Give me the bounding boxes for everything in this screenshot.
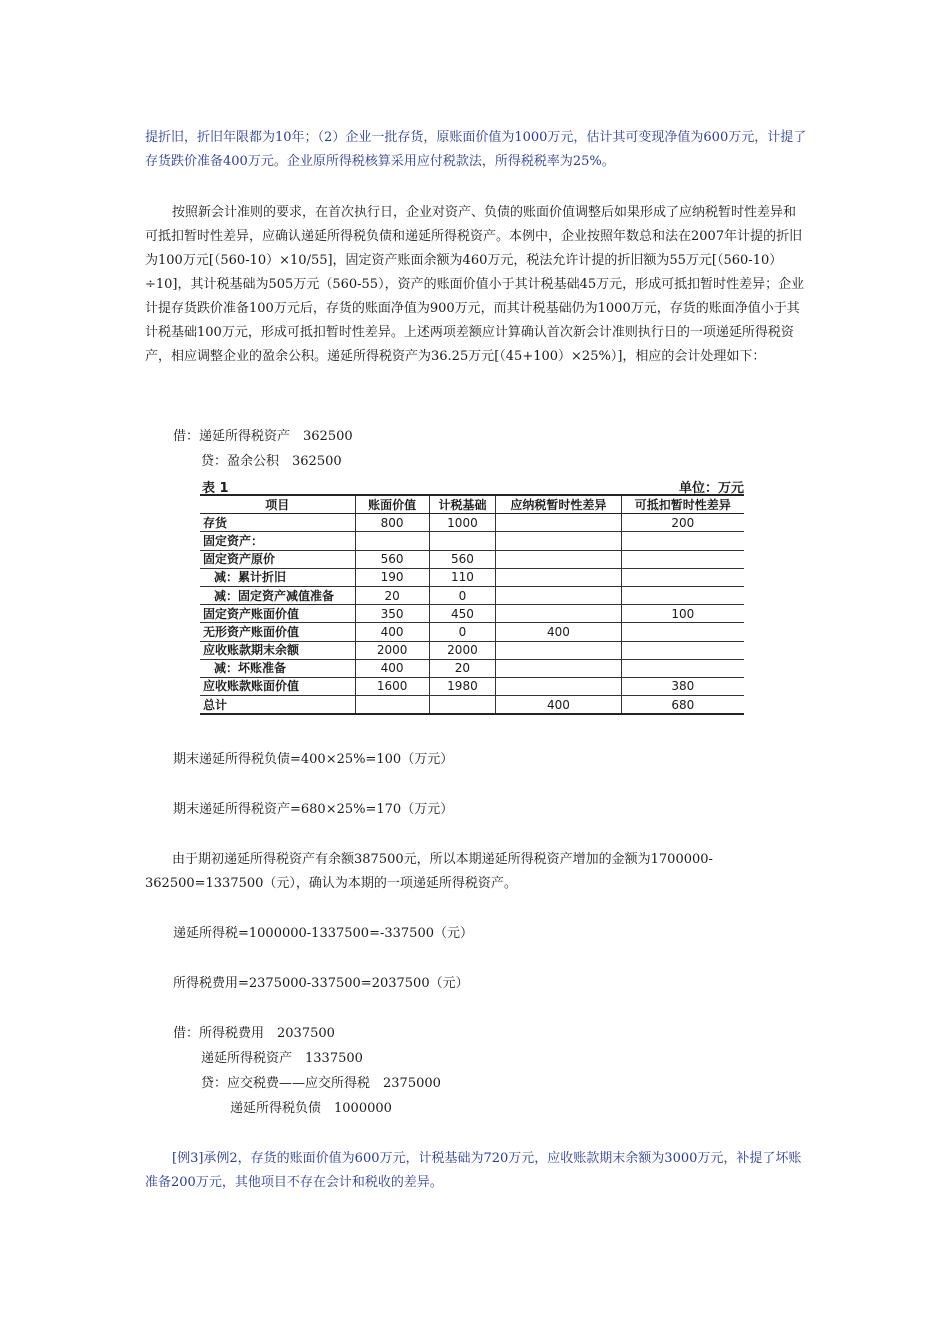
cell-taxable-diff <box>496 641 621 659</box>
calc-deferred-tax: 递延所得税=1000000-1337500=-337500（元） <box>173 926 473 941</box>
row-label: 总计 <box>200 696 355 715</box>
entry1-credit: 贷：盈余公积 362500 <box>201 454 342 469</box>
entry1-debit: 借：递延所得税资产 362500 <box>173 429 353 444</box>
header-book-value: 账面价值 <box>355 495 429 514</box>
table-header-row <box>200 495 744 514</box>
cell-book-value: 800 <box>355 514 429 532</box>
cell-deductible-diff <box>621 623 744 641</box>
row-label: 固定资产账面价值 <box>200 605 355 623</box>
cell-tax-base: 1000 <box>429 514 496 532</box>
entry2-line1: 借：所得税费用 2037500 <box>173 1026 335 1041</box>
table-row-total <box>200 696 744 715</box>
cell-book-value: 400 <box>355 659 429 677</box>
table-row <box>200 532 744 550</box>
cell-book-value: 560 <box>355 550 429 568</box>
cell-deductible-diff: 380 <box>621 677 744 695</box>
cell-tax-base: 1980 <box>429 677 496 695</box>
cell-deductible-diff: 100 <box>621 605 744 623</box>
cell-book-value: 1600 <box>355 677 429 695</box>
table-row <box>200 605 744 623</box>
row-label: 固定资产： <box>200 532 355 550</box>
cell-tax-base: 0 <box>429 623 496 641</box>
header-tax-base: 计税基础 <box>429 495 496 514</box>
table-row <box>200 550 744 568</box>
cell-tax-base <box>429 532 496 550</box>
calc-deferred-asset: 期末递延所得税资产=680×25%=170（万元） <box>173 802 454 817</box>
table-row <box>200 623 744 641</box>
table-figure <box>200 477 746 713</box>
cell-taxable-diff <box>496 568 621 586</box>
row-label: 无形资产账面价值 <box>200 623 355 641</box>
cell-book-value <box>355 696 429 715</box>
deferred-tax-table <box>200 494 744 715</box>
paragraph-opening-balance: 由于期初递延所得税资产有余额387500元，所以本期递延所得税资产增加的金额为1700000-362500=1337500（元），确认为本期的一项递延所得税资产。 <box>145 852 713 891</box>
cell-tax-base: 560 <box>429 550 496 568</box>
cell-deductible-diff: 200 <box>621 514 744 532</box>
cell-deductible-diff <box>621 550 744 568</box>
row-label: 应收账款账面价值 <box>200 677 355 695</box>
row-label: 减：固定资产减值准备 <box>200 586 355 604</box>
entry2-line2: 递延所得税资产 1337500 <box>201 1051 363 1066</box>
header-taxable-diff: 应纳税暂时性差异 <box>496 495 621 514</box>
cell-book-value <box>355 532 429 550</box>
cell-deductible-diff: 680 <box>621 696 744 715</box>
cell-tax-base: 20 <box>429 659 496 677</box>
cell-taxable-diff <box>496 532 621 550</box>
row-label: 应收账款期末余额 <box>200 641 355 659</box>
cell-book-value: 20 <box>355 586 429 604</box>
table-row <box>200 641 744 659</box>
header-item: 项目 <box>200 495 355 514</box>
intro-paragraph: 提折旧，折旧年限都为10年；（2）企业一批存货，原账面价值为1000万元，估计其可变现净值为600万元，计提了存货跌价准备400万元。企业原所得税核算采用应付税款法，所得税税率为25%。 <box>145 130 807 169</box>
table-row <box>200 586 744 604</box>
cell-deductible-diff <box>621 641 744 659</box>
cell-tax-base: 110 <box>429 568 496 586</box>
table-row <box>200 568 744 586</box>
header-deductible-diff: 可抵扣暂时性差异 <box>621 495 744 514</box>
calc-income-tax-expense: 所得税费用=2375000-337500=2037500（元） <box>173 976 469 991</box>
cell-tax-base: 450 <box>429 605 496 623</box>
cell-tax-base: 2000 <box>429 641 496 659</box>
table-row <box>200 514 744 532</box>
cell-taxable-diff <box>496 514 621 532</box>
cell-tax-base <box>429 696 496 715</box>
row-label: 减：坏账准备 <box>200 659 355 677</box>
cell-deductible-diff <box>621 532 744 550</box>
cell-taxable-diff: 400 <box>496 623 621 641</box>
table-row <box>200 659 744 677</box>
example3-paragraph: [例3]承例2，存货的账面价值为600万元，计税基础为720万元，应收账款期末余额为3000万元，补提了坏账准备200万元，其他项目不存在会计和税收的差异。 <box>145 1151 802 1190</box>
row-label: 固定资产原价 <box>200 550 355 568</box>
cell-book-value: 190 <box>355 568 429 586</box>
cell-deductible-diff <box>621 568 744 586</box>
cell-deductible-diff <box>621 586 744 604</box>
row-label: 存货 <box>200 514 355 532</box>
cell-taxable-diff <box>496 659 621 677</box>
cell-taxable-diff <box>496 677 621 695</box>
cell-deductible-diff <box>621 659 744 677</box>
calc-deferred-liability: 期末递延所得税负债=400×25%=100（万元） <box>173 752 454 767</box>
row-label: 减：累计折旧 <box>200 568 355 586</box>
entry2-line3: 贷：应交税费——应交所得税 2375000 <box>201 1076 441 1091</box>
cell-book-value: 350 <box>355 605 429 623</box>
table-row <box>200 677 744 695</box>
cell-book-value: 400 <box>355 623 429 641</box>
table-title: 表 1 <box>202 481 229 496</box>
cell-tax-base: 0 <box>429 586 496 604</box>
entry2-line4: 递延所得税负债 1000000 <box>230 1101 392 1116</box>
cell-taxable-diff <box>496 550 621 568</box>
cell-taxable-diff: 400 <box>496 696 621 715</box>
paragraph-new-standards: 按照新会计准则的要求，在首次执行日，企业对资产、负债的账面价值调整后如果形成了应纳税暂时性差异和可抵扣暂时性差异，应确认递延所得税负债和递延所得税资产。本例中，企业按照年数总和法在2007年计提的折旧为100万元[（560-10）×10/55]，固定资产账面余额为460万元，税法允许计提的折旧额为55万元[（560-10）÷10]，其计税基础为505万元（560-55），资产的账面价值小于其计税基础45万元，形成可抵扣暂时性差异；企业计提存货跌价准备100万元后，存货的账面净值为900万元，而其计税基础仍为1000万元，存货的账面净值小于其计税基础100万元，形成可抵扣暂时性差异。上述两项差额应计算确认首次新会计准则执行日的一项递延所得税资产，相应调整企业的盈余公积。递延所得税资产为36.25万元[（45+100）×25%）]，相应的会计处理如下： <box>145 205 805 364</box>
cell-book-value: 2000 <box>355 641 429 659</box>
table-unit: 单位：万元 <box>678 481 744 496</box>
cell-taxable-diff <box>496 605 621 623</box>
cell-taxable-diff <box>496 586 621 604</box>
